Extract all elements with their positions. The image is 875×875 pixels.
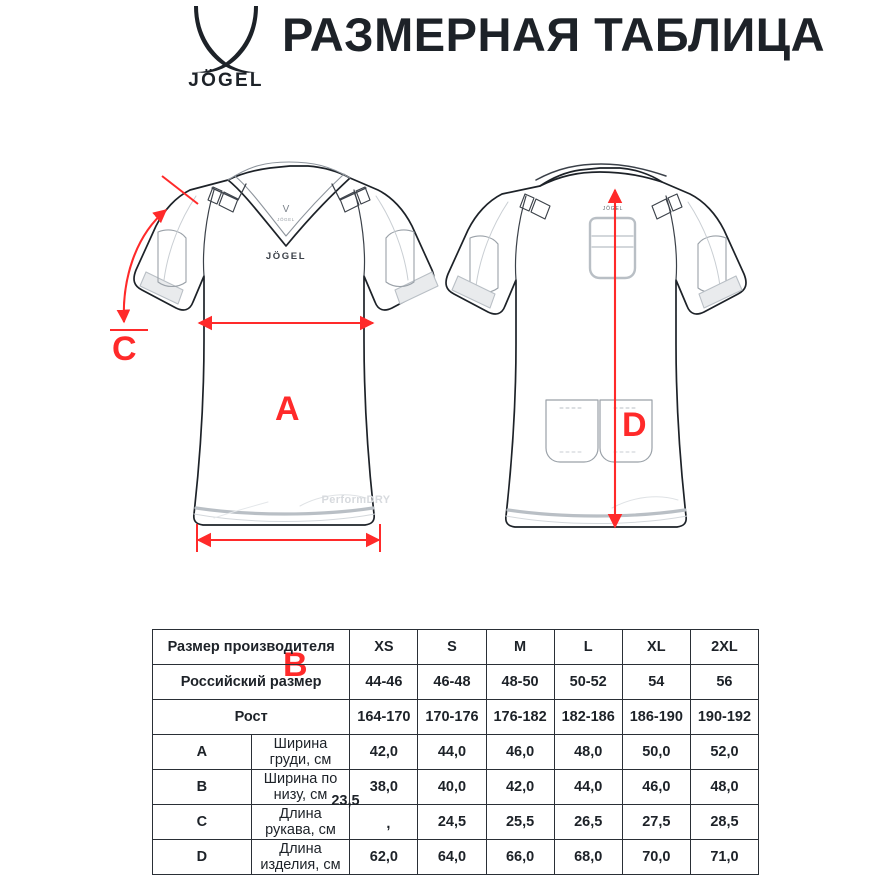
table-cell: L <box>554 630 622 665</box>
size-table-wrapper <box>152 629 759 875</box>
row-letter: C <box>153 805 252 840</box>
table-cell-value-fragment: , <box>386 816 391 832</box>
table-cell: 164-170 <box>350 700 418 735</box>
table-cell: 50-52 <box>554 665 622 700</box>
table-cell: 68,0 <box>554 840 622 875</box>
measure-label-a: A <box>275 390 300 428</box>
table-cell: 64,0 <box>418 840 486 875</box>
table-cell-value-offset: 23,5 <box>331 793 360 809</box>
table-row <box>153 665 759 700</box>
row-letter: D <box>153 840 252 875</box>
table-row <box>153 735 759 770</box>
table-cell: 25,5 <box>486 805 554 840</box>
table-cell: 66,0 <box>486 840 554 875</box>
table-cell: 44,0 <box>554 770 622 805</box>
size-table <box>152 629 759 875</box>
table-cell: 176-182 <box>486 700 554 735</box>
table-cell: 182-186 <box>554 700 622 735</box>
table-cell: 38,0 <box>350 770 418 805</box>
table-cell: 170-176 <box>418 700 486 735</box>
row-letter: B <box>153 770 252 805</box>
table-cell: 46-48 <box>418 665 486 700</box>
table-cell: XL <box>622 630 690 665</box>
jogel-chalice-logo-icon <box>176 2 276 90</box>
table-cell: 62,0 <box>350 840 418 875</box>
table-cell: 40,0 <box>418 770 486 805</box>
table-cell: 26,5 <box>554 805 622 840</box>
table-cell: 2XL <box>690 630 758 665</box>
row-label: Ширина груди, см <box>251 735 350 770</box>
table-cell: S <box>418 630 486 665</box>
row-label: Ширина по низу, см <box>251 770 350 805</box>
svg-text:JÖGEL: JÖGEL <box>602 206 624 212</box>
page-header <box>0 0 875 100</box>
row-label: Российский размер <box>153 665 350 700</box>
measure-label-b: B <box>283 646 308 684</box>
table-cell: 44-46 <box>350 665 418 700</box>
row-label: Длина рукава, см <box>251 805 350 840</box>
table-cell: 27,5 <box>622 805 690 840</box>
table-cell: 48-50 <box>486 665 554 700</box>
chest-print-jogel: JÖGEL <box>265 251 307 262</box>
table-cell: 44,0 <box>418 735 486 770</box>
measure-label-d: D <box>622 406 647 444</box>
table-cell: 24,5 <box>418 805 486 840</box>
row-letter: A <box>153 735 252 770</box>
size-table-body <box>153 630 759 875</box>
hem-print-performdry: PerformDRY <box>321 494 391 506</box>
table-cell: 190-192 <box>690 700 758 735</box>
row-label: Длина изделия, см <box>251 840 350 875</box>
table-cell: M <box>486 630 554 665</box>
svg-text:V: V <box>282 204 290 215</box>
table-row <box>153 700 759 735</box>
table-cell: 48,0 <box>554 735 622 770</box>
table-cell: 28,5 <box>690 805 758 840</box>
table-cell: 54 <box>622 665 690 700</box>
row-label: Размер производителя <box>153 630 350 665</box>
table-cell: 48,0 <box>690 770 758 805</box>
svg-text:JÖGEL: JÖGEL <box>277 217 295 222</box>
table-cell: 46,0 <box>622 770 690 805</box>
table-cell: 50,0 <box>622 735 690 770</box>
table-cell: 71,0 <box>690 840 758 875</box>
table-cell: 42,0 <box>350 735 418 770</box>
measure-arrow-c <box>124 210 166 322</box>
table-cell: 70,0 <box>622 840 690 875</box>
table-row <box>153 770 759 805</box>
table-cell: 56 <box>690 665 758 700</box>
table-row <box>153 630 759 665</box>
page-title: РАЗМЕРНАЯ ТАБЛИЦА <box>282 8 826 61</box>
table-cell: XS <box>350 630 418 665</box>
svg-text:JÖGEL: JÖGEL <box>188 70 264 90</box>
table-cell: 46,0 <box>486 735 554 770</box>
table-cell <box>331 793 418 840</box>
table-cell: 42,0 <box>486 770 554 805</box>
table-cell: 186-190 <box>622 700 690 735</box>
row-label: Рост <box>153 700 350 735</box>
measure-label-c: C <box>112 330 137 368</box>
table-cell: 52,0 <box>690 735 758 770</box>
table-row <box>153 840 759 875</box>
table-row <box>153 805 759 840</box>
